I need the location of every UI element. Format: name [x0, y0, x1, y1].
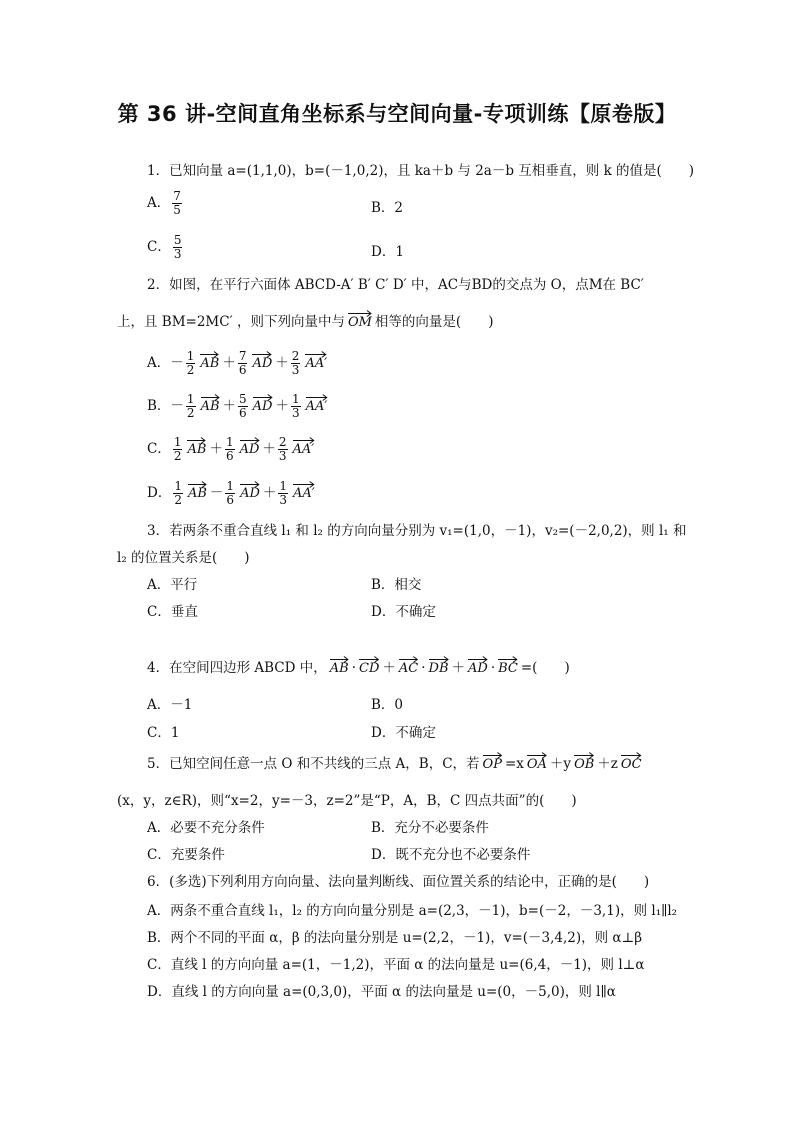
q5-stem-line1: 5．已知空间任意一点 O 和不共线的三点 A，B，C，若 OP =x OA ＋y OB ＋z OC: [147, 752, 645, 773]
vector-ob: OB: [574, 752, 594, 771]
q2-option-b: B．－ $\frac{1}{2}$ AB ＋ $\frac{5}{6}$ AD ＋ $\frac{1}{3}$ AA′: [147, 392, 328, 420]
q4-option-b: B．0: [371, 697, 404, 713]
vector-aa: AA′: [293, 437, 315, 456]
q4-option-c: C．1: [147, 725, 180, 741]
vector-oc: OC: [621, 752, 642, 771]
vector-om: OM: [348, 310, 372, 329]
vector-ab: AB: [330, 656, 349, 675]
q6-option-d: D．直线 l 的方向向量 a=(0,3,0)，平面 α 的法向量是 u=(0，－5,0)，则 l∥α: [147, 984, 616, 1000]
q5-option-a: A．必要不充分条件: [147, 820, 265, 836]
q1-option-a: A． $\frac{7}{5}$: [147, 189, 181, 217]
vector-ad: AD: [252, 351, 272, 370]
q5-stem-line2: (x，y，z∈R)，则“x=2，y=－3，z=2”是“P，A，B，C 四点共面”的( ): [117, 793, 577, 809]
q4-option-a: A．－1: [147, 697, 193, 713]
vector-ab: AB: [200, 351, 219, 370]
q3-option-d: D．不确定: [371, 604, 436, 620]
q5-option-d: D．既不充分也不必要条件: [371, 847, 531, 863]
vector-ac: AC: [399, 656, 418, 675]
q2-stem-line1: 2．如图，在平行六面体 ABCD-A′ B′ C′ D′ 中，AC与BD的交点为 O，点M在 BC′: [147, 277, 644, 293]
q3-option-b: B．相交: [371, 577, 422, 593]
vector-ad: AD: [468, 656, 488, 675]
q5-option-b: B．充分不必要条件: [371, 820, 489, 836]
q1-option-c: C． $\frac{5}{3}$: [147, 233, 182, 261]
vector-cd: CD: [359, 656, 379, 675]
vector-op: OP: [483, 752, 502, 771]
vector-ad: AD: [253, 394, 273, 413]
page-title: 第 36 讲-空间直角坐标系与空间向量-专项训练【原卷版】: [117, 102, 677, 126]
q2-stem-line2: 上，且 BM=2MC′ ，则下列向量中与 OM 相等的向量是( ): [117, 310, 493, 331]
fraction: $\frac{7}{5}$: [173, 189, 181, 217]
vector-ab: AB: [187, 437, 206, 456]
q1-option-d: D．1: [371, 244, 404, 260]
vector-ab: AB: [201, 394, 220, 413]
q3-stem-line1: 3．若两条不重合直线 l₁ 和 l₂ 的方向向量分别为 v₁=(1,0，－1)，v₂=(－2,0,2)，则 l₁ 和: [147, 523, 687, 539]
q2-option-c: C． $\frac{1}{2}$ AB ＋ $\frac{1}{6}$ AD ＋ $\frac{2}{3}$ AA′: [147, 435, 315, 463]
q6-option-c: C．直线 l 的方向向量 a=(1，－1,2)，平面 α 的法向量是 u=(6,4，－1)，则 l⊥α: [147, 957, 645, 973]
vector-ab: AB: [188, 481, 207, 500]
vector-bc: BC: [498, 656, 518, 675]
vector-aa: AA′: [306, 394, 328, 413]
vector-oa: OA: [527, 752, 547, 771]
fraction: $\frac{5}{3}$: [173, 233, 182, 261]
vector-db: DB: [429, 656, 449, 675]
q2-option-a: A．－ $\frac{1}{2}$ AB ＋ $\frac{7}{6}$ AD ＋ $\frac{2}{3}$ AA′: [147, 349, 328, 377]
q3-option-a: A．平行: [147, 577, 198, 593]
vector-ad: AD: [240, 437, 260, 456]
vector-aa: AA′: [293, 481, 315, 500]
q3-stem-line2: l₂ 的位置关系是( ): [117, 550, 250, 566]
vector-aa: AA′: [305, 351, 327, 370]
vector-ad: AD: [240, 481, 260, 500]
q2-option-d: D． $\frac{1}{2}$ AB － $\frac{1}{6}$ AD ＋ $\frac{1}{3}$ AA′: [147, 479, 315, 507]
q6-option-b: B．两个不同的平面 α，β 的法向量分别是 u=(2,2，－1)，v=(－3,4,2)，则 α⊥β: [147, 930, 643, 946]
q1-stem: 1．已知向量 a=(1,1,0)，b=(－1,0,2)，且 ka＋b 与 2a－b 互相垂直，则 k 的值是( ): [147, 163, 695, 179]
q4-stem: 4．在空间四边形 ABCD 中， AB · CD ＋ AC · DB ＋ AD · BC =( ): [147, 656, 570, 677]
q5-option-c: C．充要条件: [147, 847, 225, 863]
q1-option-b: B．2: [371, 200, 404, 216]
q6-option-a: A．两条不重合直线 l₁，l₂ 的方向向量分别是 a=(2,3，－1)，b=(－2，－3,1)，则 l₁∥l₂: [147, 903, 678, 919]
q4-option-d: D．不确定: [371, 725, 436, 741]
q3-option-c: C．垂直: [147, 604, 198, 620]
q6-stem: 6．(多选)下列利用方向向量、法向量判断线、面位置关系的结论中，正确的是( ): [147, 874, 650, 890]
